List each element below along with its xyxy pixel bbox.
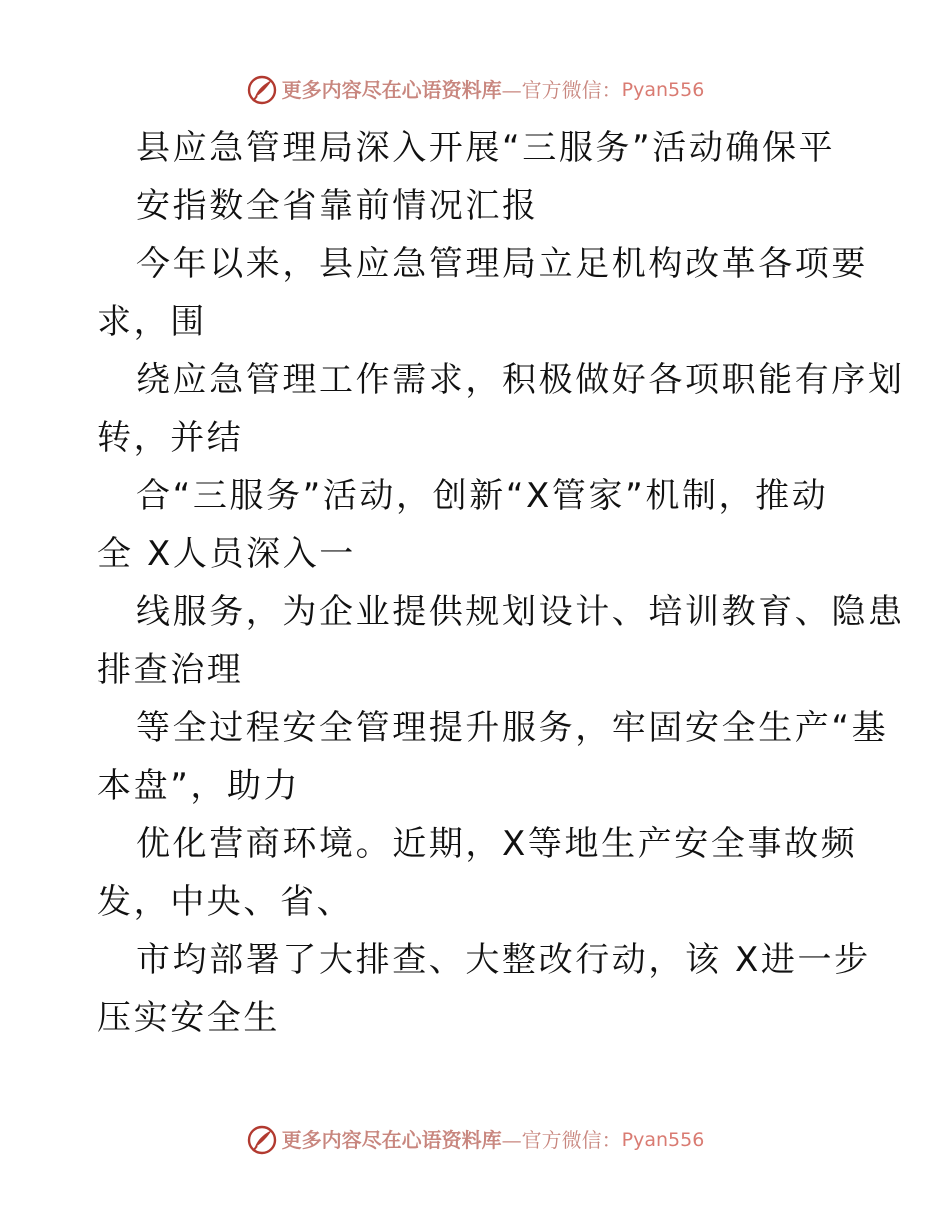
watermark-wechat-id: Pyan556: [621, 1129, 705, 1151]
footer-watermark: [0, 1122, 950, 1158]
watermark-wechat-id: Pyan556: [621, 79, 705, 101]
doc-line: 求，围: [97, 302, 207, 342]
doc-line: 优化营商环境。近期，X等地生产安全事故频: [136, 824, 858, 864]
doc-line: 今年以来，县应急管理局立足机构改革各项要: [136, 244, 868, 284]
doc-title-line-2: 安指数全省靠前情况汇报: [136, 186, 539, 226]
quill-pen-logo-icon: [246, 74, 278, 106]
doc-line: 市均部署了大排查、大整改行动，该 X进一步: [136, 940, 871, 980]
doc-line: 等全过程安全管理提升服务，牢固安全生产“基: [136, 708, 889, 748]
watermark-dash: —: [501, 1128, 522, 1152]
watermark-official-label: 官方微信：: [521, 78, 622, 102]
doc-line: 压实安全生: [97, 998, 280, 1038]
doc-line: 合“三服务”活动，创新“X管家”机制，推动: [136, 476, 829, 516]
doc-line: 线服务，为企业提供规划设计、培训教育、隐患: [136, 592, 905, 632]
doc-line: 转，并结: [97, 418, 244, 458]
watermark-main-text: 更多内容尽在心语资料库: [281, 1128, 502, 1152]
doc-line: 绕应急管理工作需求，积极做好各项职能有序划: [136, 360, 905, 400]
watermark-main-text: 更多内容尽在心语资料库: [281, 78, 502, 102]
header-watermark: [0, 72, 950, 108]
doc-line: 发，中央、省、: [97, 882, 354, 922]
quill-pen-logo-icon: [246, 1124, 278, 1156]
doc-line: 本盘”，助力: [97, 766, 301, 806]
watermark-official-label: 官方微信：: [521, 1128, 622, 1152]
doc-line: 全 X人员深入一: [97, 534, 356, 574]
doc-line: 排查治理: [97, 650, 244, 690]
watermark-dash: —: [501, 78, 522, 102]
doc-title-line-1: 县应急管理局深入开展“三服务”活动确保平: [136, 128, 836, 168]
